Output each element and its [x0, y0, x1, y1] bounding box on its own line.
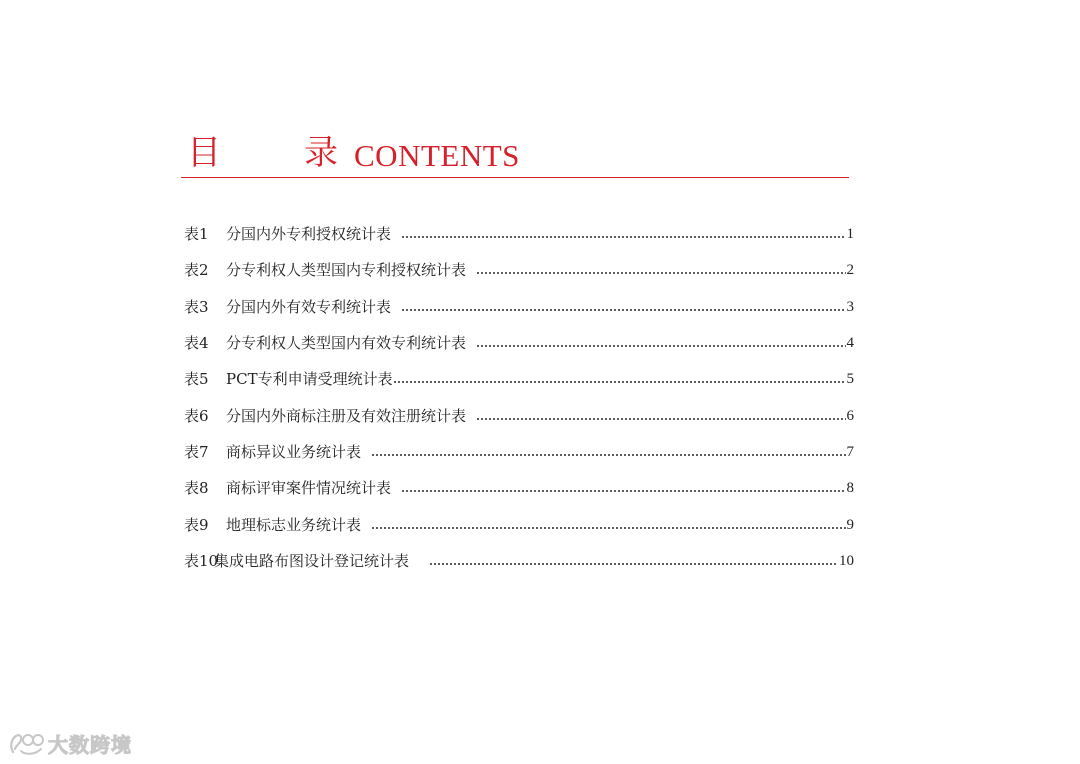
toc-leader-dots — [393, 381, 846, 383]
toc-entry-8[interactable] — [184, 470, 854, 506]
toc-entry-page: 2 — [846, 262, 854, 279]
toc-entry-page: 1 — [846, 226, 854, 243]
toc-entry-label: 表4 — [184, 334, 209, 353]
toc-entry-2[interactable] — [184, 252, 854, 288]
toc-entry-page: 9 — [846, 516, 854, 533]
toc-entry-label: 表10 — [184, 551, 219, 570]
toc-entry-7[interactable] — [184, 434, 854, 470]
toc-leader-dots — [371, 527, 845, 529]
table-of-contents — [184, 216, 854, 579]
toc-leader-dots — [476, 418, 845, 420]
toc-entry-title: 分国内外商标注册及有效注册统计表 — [226, 406, 467, 425]
toc-entry-title: 集成电路布图设计登记统计表 — [214, 551, 410, 570]
toc-entry-label: 表8 — [184, 479, 209, 498]
toc-entry-label: 表9 — [184, 515, 209, 534]
toc-entry-page: 5 — [846, 371, 854, 388]
toc-leader-dots — [371, 454, 845, 456]
toc-entry-6[interactable] — [184, 397, 854, 433]
toc-entry-title: 分国内外有效专利统计表 — [226, 297, 392, 316]
page-heading — [187, 131, 848, 175]
toc-entry-9[interactable] — [184, 506, 854, 542]
toc-entry-title: 商标异议业务统计表 — [226, 442, 362, 461]
brand-logo-icon — [8, 731, 46, 757]
toc-entry-page: 10 — [839, 552, 854, 569]
toc-entry-label: 表3 — [184, 297, 209, 316]
heading-contents: CONTENTS — [354, 138, 520, 173]
toc-entry-page: 6 — [846, 407, 854, 424]
toc-entry-1[interactable] — [184, 216, 854, 252]
toc-entry-label: 表2 — [184, 261, 209, 280]
watermark-text: 大数跨境 — [48, 733, 132, 757]
toc-entry-5[interactable] — [184, 361, 854, 397]
toc-entry-page: 4 — [846, 335, 854, 352]
toc-entry-label: 表1 — [184, 225, 209, 244]
toc-leader-dots — [476, 345, 845, 347]
toc-entry-10[interactable] — [184, 543, 854, 579]
toc-leader-dots — [429, 563, 838, 565]
toc-leader-dots — [476, 272, 845, 274]
toc-entry-label: 表6 — [184, 406, 209, 425]
toc-entry-page: 8 — [846, 480, 854, 497]
toc-leader-dots — [401, 236, 845, 238]
toc-entry-title: 分国内外专利授权统计表 — [226, 225, 392, 244]
toc-entry-title: PCT专利申请受理统计表 — [226, 370, 393, 389]
toc-entry-label: 表5 — [184, 370, 209, 389]
toc-entry-title: 分专利权人类型国内有效专利统计表 — [226, 334, 467, 353]
heading-char-mu: 目 — [187, 133, 221, 173]
toc-entry-3[interactable] — [184, 289, 854, 325]
toc-leader-dots — [401, 490, 845, 492]
toc-leader-dots — [401, 309, 845, 311]
toc-entry-page: 7 — [846, 443, 854, 460]
toc-entry-4[interactable] — [184, 325, 854, 361]
watermark — [8, 729, 132, 758]
toc-entry-title: 分专利权人类型国内专利授权统计表 — [226, 261, 467, 280]
toc-entry-title: 地理标志业务统计表 — [226, 515, 362, 534]
heading-divider — [181, 177, 849, 178]
toc-entry-page: 3 — [846, 298, 854, 315]
toc-entry-label: 表7 — [184, 442, 209, 461]
toc-entry-title: 商标评审案件情况统计表 — [226, 479, 392, 498]
heading-char-lu: 录 — [304, 133, 338, 173]
